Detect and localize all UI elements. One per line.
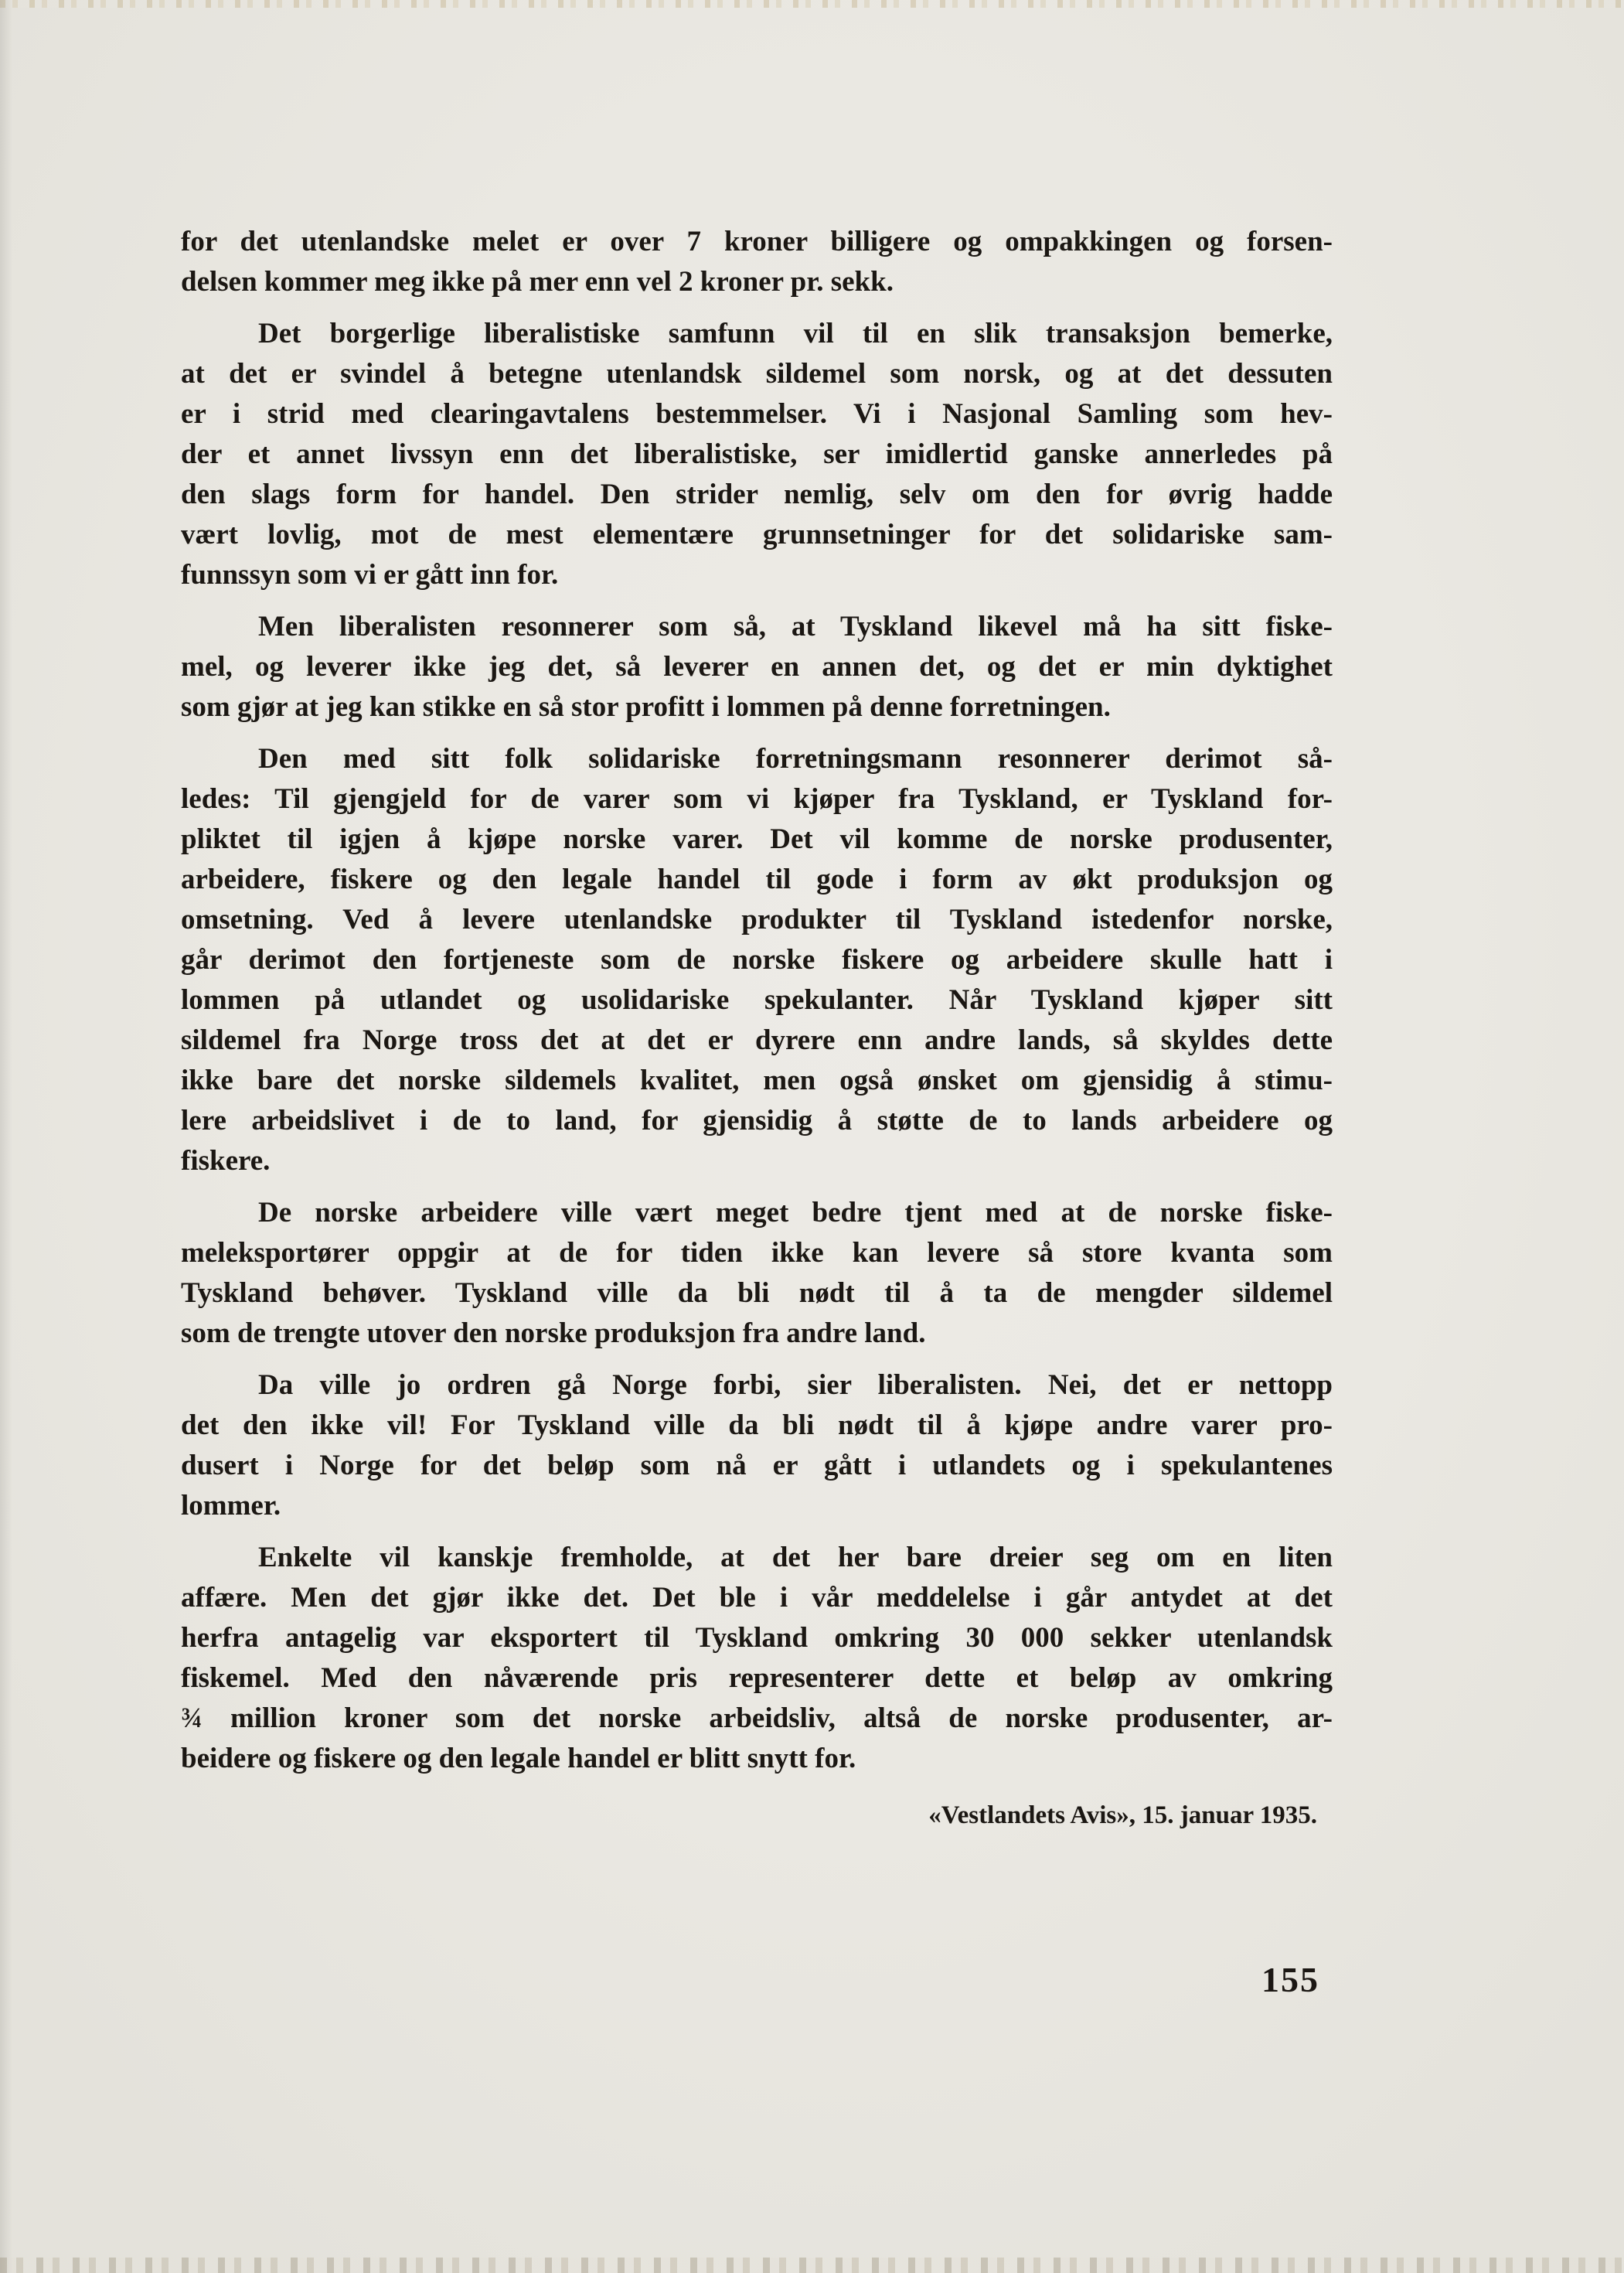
text-line: omsetning. Ved å levere utenlandske produkter til Tyskland istedenfor norske, [181, 904, 1333, 935]
text-line: ikke bare det norske sildemels kvalitet, men også ønsket om gjensidig å stimu- [181, 1065, 1333, 1096]
text-line: fiskemel. Med den nåværende pris representerer dette et beløp av omkring [181, 1662, 1333, 1694]
paragraph [181, 607, 1333, 728]
text-block [181, 222, 1333, 1779]
text-line: at det er svindel å betegne utenlandsk sildemel som norsk, og at det dessuten [181, 358, 1333, 390]
text-line: går derimot den fortjeneste som de norske fiskere og arbeidere skulle hatt i [181, 944, 1333, 976]
text-line: herfra antagelig var eksportert til Tyskland omkring 30 000 sekker utenlandsk [181, 1622, 1333, 1654]
text-line: Enkelte vil kanskje fremholde, at det her bare dreier seg om en liten [258, 1542, 1333, 1573]
text-line: Tyskland behøver. Tyskland ville da bli nødt til å ta de mengder sildemel [181, 1277, 1333, 1309]
text-line: arbeidere, fiskere og den legale handel til gode i form av økt produksjon og [181, 864, 1333, 895]
paragraph [181, 314, 1333, 595]
paragraph [181, 1365, 1333, 1526]
paragraph [181, 1193, 1333, 1354]
text-line: delsen kommer meg ikke på mer enn vel 2 kroner pr. sekk. [181, 266, 894, 298]
text-line: ledes: Til gjengjeld for de varer som vi kjøper fra Tyskland, er Tyskland for- [181, 783, 1333, 815]
text-line: Den med sitt folk solidariske forretningsmann resonnerer derimot så- [258, 743, 1333, 775]
paragraph [181, 222, 1333, 302]
scan-edge-bottom [0, 2258, 1624, 2273]
text-line: det den ikke vil! For Tyskland ville da bli nødt til å kjøpe andre varer pro- [181, 1409, 1333, 1441]
text-line: lere arbeidslivet i de to land, for gjensidig å støtte de to lands arbeidere og [181, 1105, 1333, 1136]
scan-edge-left [0, 0, 12, 2273]
text-line: beidere og fiskere og den legale handel er blitt snytt for. [181, 1743, 856, 1774]
text-line: ¾ million kroner som det norske arbeidsliv, altså de norske produsenter, ar- [181, 1702, 1333, 1734]
text-line: vært lovlig, mot de mest elementære grunnsetninger for det solidariske sam- [181, 519, 1333, 550]
text-line: for det utenlandske melet er over 7 kroner billigere og ompakkingen og forsen- [181, 226, 1333, 257]
text-line: som de trengte utover den norske produksjon fra andre land. [181, 1317, 926, 1349]
text-line: der et annet livssyn enn det liberalistiske, ser imidlertid ganske annerledes på [181, 438, 1333, 470]
text-line: Da ville jo ordren gå Norge forbi, sier liberalisten. Nei, det er nettopp [258, 1369, 1333, 1401]
text-line: pliktet til igjen å kjøpe norske varer. Det vil komme de norske produsenter, [181, 823, 1333, 855]
source-attribution: «Vestlandets Avis», 15. januar 1935. [928, 1801, 1317, 1829]
text-line: lommen på utlandet og usolidariske spekulanter. Når Tyskland kjøper sitt [181, 984, 1333, 1016]
text-line: mel, og leverer ikke jeg det, så leverer en annen det, og det er min dyktighet [181, 651, 1333, 683]
text-line: Men liberalisten resonnerer som så, at Tyskland likevel må ha sitt fiske- [258, 611, 1333, 642]
text-line: lommer. [181, 1490, 281, 1522]
text-line: meleksportører oppgir at de for tiden ikke kan levere så store kvanta som [181, 1237, 1333, 1269]
text-line: De norske arbeidere ville vært meget bedre tjent med at de norske fiske- [258, 1197, 1333, 1229]
scan-edge-top [0, 0, 1624, 8]
text-line: sildemel fra Norge tross det at det er dyrere enn andre lands, så skyldes dette [181, 1024, 1333, 1056]
text-line: som gjør at jeg kan stikke en så stor profitt i lommen på denne forretningen. [181, 691, 1111, 723]
text-line: affære. Men det gjør ikke det. Det ble i vår meddelelse i går antydet at det [181, 1582, 1333, 1614]
text-line: er i strid med clearingavtalens bestemmelser. Vi i Nasjonal Samling som hev- [181, 398, 1333, 430]
text-line: dusert i Norge for det beløp som nå er gått i utlandets og i spekulantenes [181, 1450, 1333, 1481]
text-line: Det borgerlige liberalistiske samfunn vil til en slik transaksjon bemerke, [258, 318, 1333, 349]
text-line: den slags form for handel. Den strider nemlig, selv om den for øvrig hadde [181, 479, 1333, 510]
text-line: funnssyn som vi er gått inn for. [181, 559, 559, 591]
text-line: fiskere. [181, 1145, 271, 1177]
page-number: 155 [1261, 1960, 1319, 1999]
paragraph [181, 1538, 1333, 1779]
paragraph [181, 739, 1333, 1181]
